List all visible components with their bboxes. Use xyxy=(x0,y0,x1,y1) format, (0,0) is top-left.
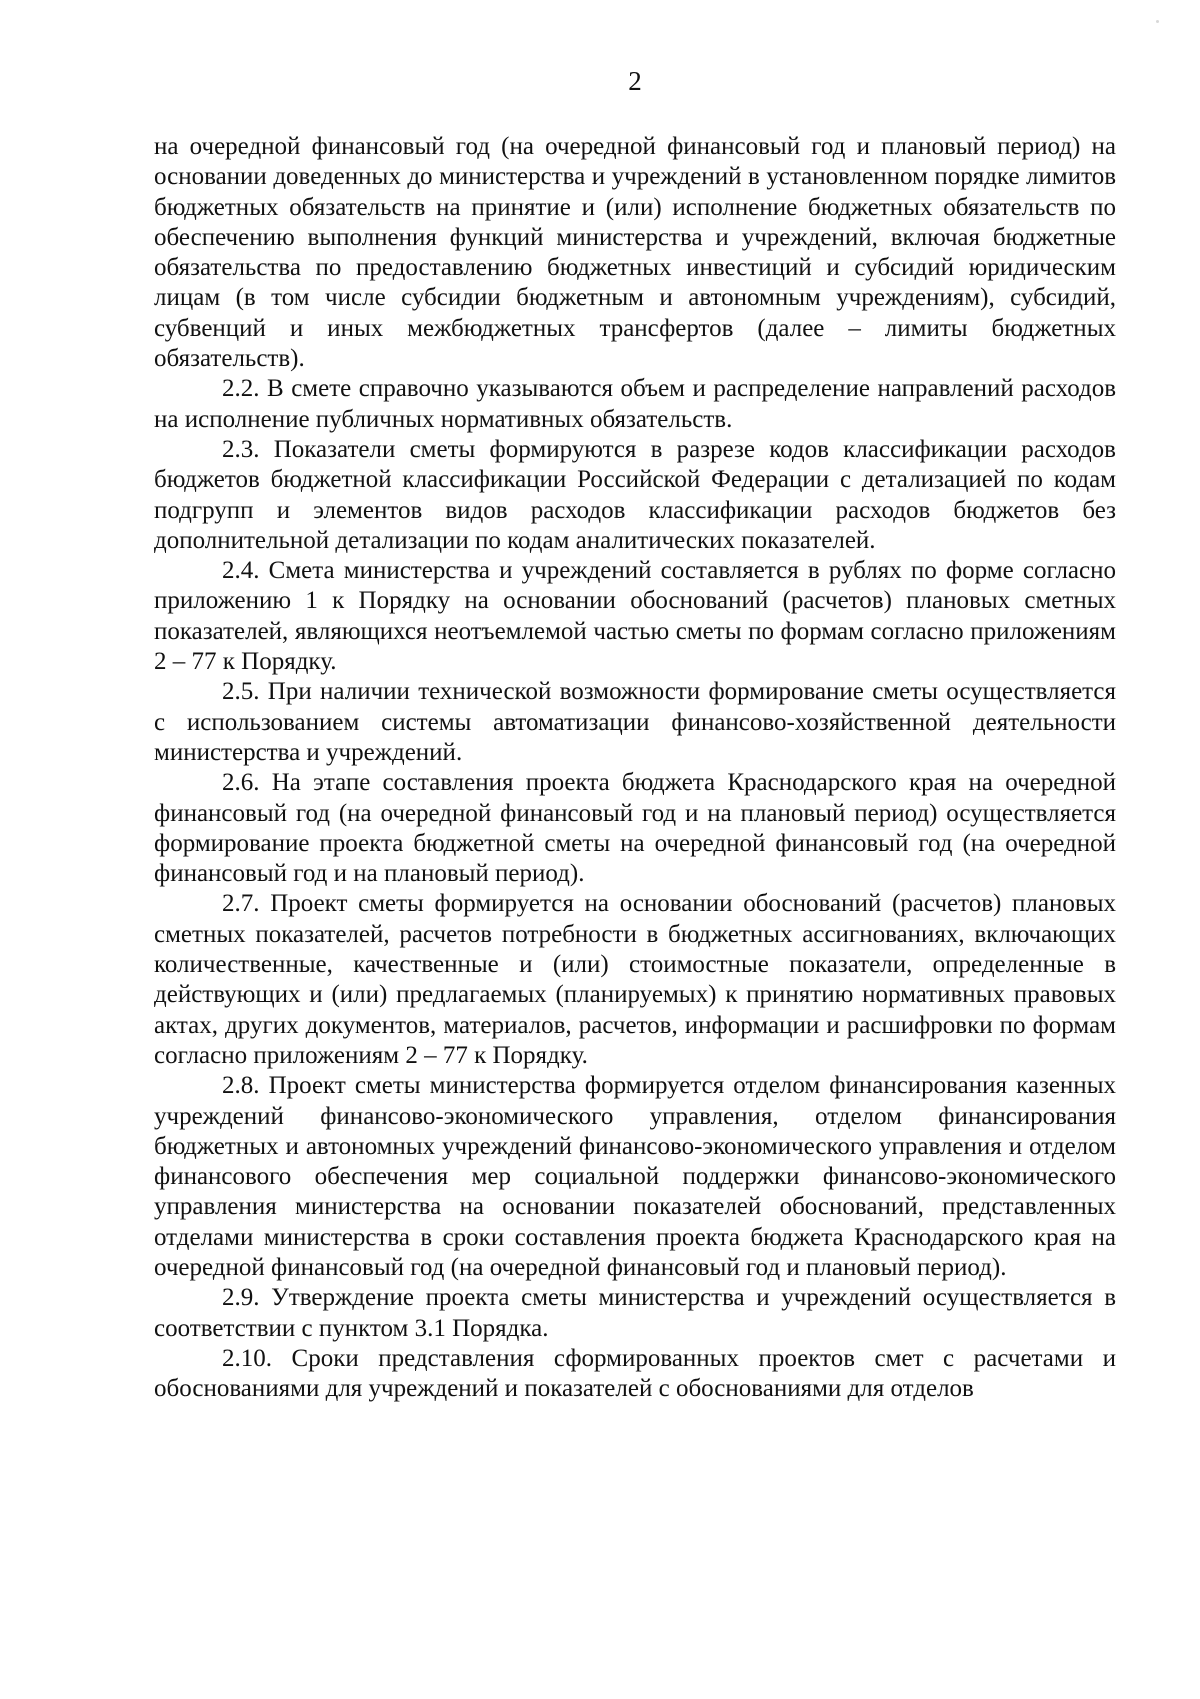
paragraph-2-2: 2.2. В смете справочно указываются объем и распределение направлений расходов на исполнение публичных нормативных обязательств. xyxy=(154,375,1116,433)
paragraph-continuation: на очередной финансовый год (на очередной финансовый год и плановый период) на основании доведенных до министерства и учреждений в установленном порядке лимитов бюджетных обязательств на принятие и (или) исполнение бюджетных обязательств по обеспечению выполнения функций министерства и учреждений, включая бюджетные обязательства по предоставлению бюджетных инвестиций и субсидий юридическим лицам (в том числе субсидии бюджетным и автономным учреждениям), субсидий, субвенций и иных межбюджетных трансфертов (далее – лимиты бюджетных обязательств). xyxy=(154,133,1116,373)
scan-speck xyxy=(1156,20,1159,23)
paragraph-2-4: 2.4. Смета министерства и учреждений составляется в рублях по форме согласно приложению 1 к Порядку на основании обоснований (расчетов) плановых сметных показателей, являющихся неотъемлемой частью сметы по формам согласно приложениям 2 – 77 к Порядку. xyxy=(154,557,1116,676)
paragraph-2-10: 2.10. Сроки представления сформированных проектов смет с расчетами и обоснованиями для учреждений и показателей с обоснованиями для отделов xyxy=(154,1344,1116,1403)
paragraph-2-9: 2.9. Утверждение проекта сметы министерства и учреждений осуществляется в соответствии с пунктом 3.1 Порядка. xyxy=(154,1284,1116,1342)
document-body xyxy=(154,132,1116,1404)
paragraph-2-5: 2.5. При наличии технической возможности формирование сметы осуществляется с использованием системы автоматизации финансово-хозяйственной деятельности министерства и учреждений. xyxy=(154,678,1116,766)
paragraph-2-8: 2.8. Проект сметы министерства формируется отделом финансирования казенных учреждений финансово-экономического управления, отделом финансирования бюджетных и автономных учреждений финансово-экономического управления и отделом финансового обеспечения мер социальной поддержки финансово-экономического управления министерства на основании показателей обоснований, представленных отделами министерства в сроки составления проекта бюджета Краснодарского края на очередной финансовый год (на очередной финансовый год и плановый период). xyxy=(154,1072,1116,1281)
paragraph-2-7: 2.7. Проект сметы формируется на основании обоснований (расчетов) плановых сметных показателей, расчетов потребности в бюджетных ассигнованиях, включающих количественные, качественные и (или) стоимостные показатели, определенные в действующих и (или) предлагаемых (планируемых) к принятию нормативных правовых актах, других документов, материалов, расчетов, информации и расшифровки по формам согласно приложениям 2 – 77 к Порядку. xyxy=(154,890,1116,1069)
page-number: 2 xyxy=(628,66,642,96)
paragraph-2-3: 2.3. Показатели сметы формируются в разрезе кодов классификации расходов бюджетов бюджетной классификации Российской Федерации с детализацией по кодам подгрупп и элементов видов расходов классификации расходов бюджетов без дополнительной детализации по кодам аналитических показателей. xyxy=(154,435,1116,554)
paragraph-2-6: 2.6. На этапе составления проекта бюджета Краснодарского края на очередной финансовый год (на очередной финансовый год и на плановый период) осуществляется формирование проекта бюджетной сметы на очередной финансовый год (на очередной финансовый год и на плановый период). xyxy=(154,769,1116,888)
